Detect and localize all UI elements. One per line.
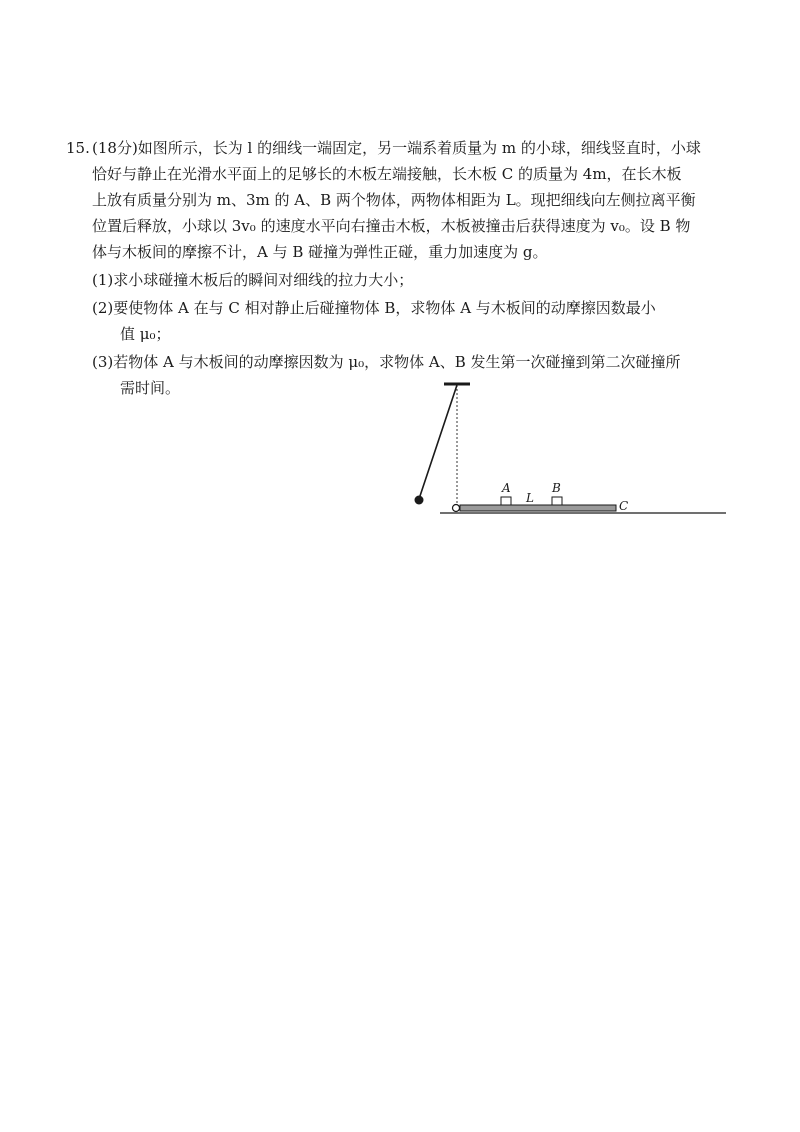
problem-15	[0, 0, 800, 420]
problem-text-line-1: (18分)如图所示，长为 l 的细线一端固定，另一端系着质量为 m 的小球，细线竖直时，小球	[92, 139, 701, 157]
pendulum-board-diagram	[400, 375, 740, 525]
question-3: (3)若物体 A 与木板间的动摩擦因数为 μ₀，求物体 A、B 发生第一次碰撞到第二次碰撞所	[92, 353, 681, 371]
block-b	[552, 497, 562, 505]
problem-text-line-3: 上放有质量分别为 m、3m 的 A、B 两个物体，两物体相距为 L。现把细线向左侧拉离平衡	[92, 191, 696, 209]
board-c	[460, 505, 616, 511]
label-c: C	[619, 499, 629, 513]
question-1: (1)求小球碰撞木板后的瞬间对细线的拉力大小；	[92, 271, 414, 289]
label-l: L	[526, 491, 534, 505]
ball-equilibrium-position	[453, 505, 460, 512]
problem-number: 15.	[66, 139, 90, 157]
block-a	[501, 497, 511, 505]
problem-text-line-2: 恰好与静止在光滑水平面上的足够长的木板左端接触，长木板 C 的质量为 4m，在长木板	[92, 165, 682, 183]
pendulum-string	[419, 385, 457, 499]
pendulum-ball	[415, 496, 424, 505]
question-2-continued: 值 μ₀；	[120, 325, 171, 343]
question-2: (2)要使物体 A 在与 C 相对静止后碰撞物体 B，求物体 A 与木板间的动摩擦因数最小	[92, 299, 656, 317]
label-a: A	[502, 481, 511, 495]
problem-text-line-5: 体与木板间的摩擦不计，A 与 B 碰撞为弹性正碰，重力加速度为 g。	[92, 243, 548, 261]
physics-figure	[400, 375, 740, 525]
problem-text-line-4: 位置后释放，小球以 3v₀ 的速度水平向右撞击木板，木板被撞击后获得速度为 v₀。设 B 物	[92, 217, 691, 235]
question-3-continued: 需时间。	[120, 379, 181, 397]
label-b: B	[552, 481, 561, 495]
